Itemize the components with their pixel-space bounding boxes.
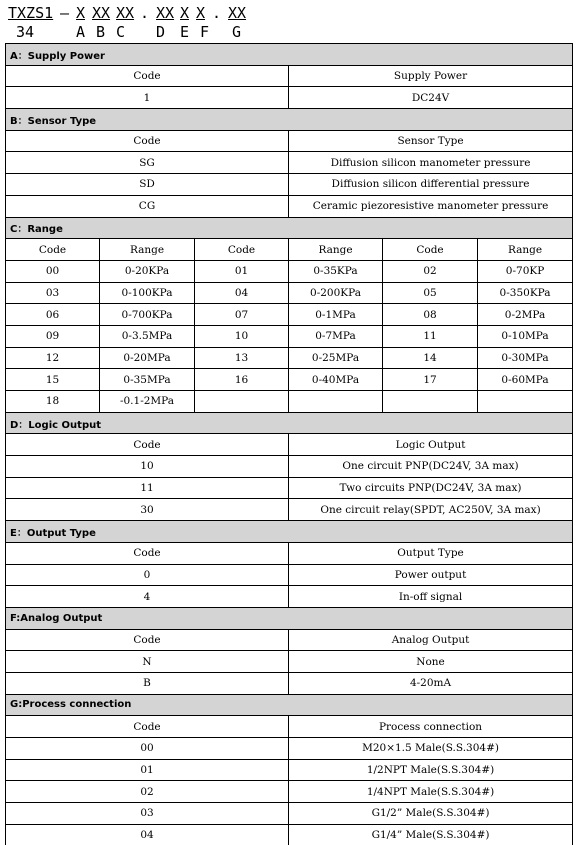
column-header: Code xyxy=(6,716,289,738)
range-cell: 0-3.5MPa xyxy=(100,325,195,347)
code-cell: 03 xyxy=(6,803,289,825)
table-row xyxy=(6,651,573,673)
table-row xyxy=(6,260,573,282)
section-b-column-headers xyxy=(6,130,573,152)
position-f: F xyxy=(200,23,210,41)
code-cell xyxy=(383,391,478,413)
code-cell: 18 xyxy=(6,391,100,413)
code-cell: 4 xyxy=(6,586,289,608)
range-cell: 0-100KPa xyxy=(100,282,195,304)
table-row xyxy=(6,586,573,608)
model-dot-1: . xyxy=(140,4,150,22)
column-header: Analog Output xyxy=(289,629,573,651)
value-cell: One circuit PNP(DC24V, 3A max) xyxy=(289,456,573,478)
table-row xyxy=(6,152,573,174)
position-d: D xyxy=(156,23,166,41)
column-header: Code xyxy=(6,65,289,87)
code-cell: 16 xyxy=(195,369,289,391)
section-b-title: B：Sensor Type xyxy=(6,109,573,131)
table-row xyxy=(6,391,573,413)
model-part-d: XX xyxy=(156,4,175,22)
code-cell: 1 xyxy=(6,87,289,109)
table-row xyxy=(6,672,573,694)
table-row xyxy=(6,824,573,845)
range-cell: 0-10MPa xyxy=(478,325,573,347)
code-cell: 05 xyxy=(383,282,478,304)
column-header: Code xyxy=(6,434,289,456)
model-part-g: XX xyxy=(228,4,247,22)
model-part-f: X xyxy=(196,4,206,22)
range-cell: 0-60MPa xyxy=(478,369,573,391)
range-cell: 0-35MPa xyxy=(100,369,195,391)
table-row xyxy=(6,174,573,196)
code-cell: 01 xyxy=(195,260,289,282)
section-c-header xyxy=(6,217,573,239)
value-cell: M20×1.5 Male(S.S.304#) xyxy=(289,738,573,760)
code-cell xyxy=(195,391,289,413)
range-cell: 0-350KPa xyxy=(478,282,573,304)
code-cell: 03 xyxy=(6,282,100,304)
column-header: Logic Output xyxy=(289,434,573,456)
column-header: Output Type xyxy=(289,542,573,564)
column-header: Range xyxy=(100,239,195,261)
code-cell: 01 xyxy=(6,759,289,781)
value-cell: 1/4NPT Male(S.S.304#) xyxy=(289,781,573,803)
section-g-header xyxy=(6,694,573,716)
table-row xyxy=(6,759,573,781)
section-f-header xyxy=(6,607,573,629)
position-34: 34 xyxy=(16,23,35,41)
column-header: Code xyxy=(6,130,289,152)
section-f-column-headers xyxy=(6,629,573,651)
code-cell: 00 xyxy=(6,260,100,282)
range-cell: 0-40MPa xyxy=(289,369,383,391)
range-cell: 0-700KPa xyxy=(100,304,195,326)
code-cell: 11 xyxy=(383,325,478,347)
code-cell: 00 xyxy=(6,738,289,760)
model-part-b: XX xyxy=(92,4,111,22)
section-d-header xyxy=(6,412,573,434)
table-row xyxy=(6,347,573,369)
position-e: E xyxy=(180,23,190,41)
code-cell: 04 xyxy=(6,824,289,845)
section-a-column-headers xyxy=(6,65,573,87)
table-row xyxy=(6,803,573,825)
code-cell: 07 xyxy=(195,304,289,326)
code-cell: 06 xyxy=(6,304,100,326)
code-cell: SG xyxy=(6,152,289,174)
value-cell: Diffusion silicon differential pressure xyxy=(289,174,573,196)
column-header: Code xyxy=(6,239,100,261)
code-cell: 13 xyxy=(195,347,289,369)
table-row xyxy=(6,304,573,326)
model-code-header xyxy=(8,4,573,42)
model-part-e: X xyxy=(180,4,190,22)
code-cell: 12 xyxy=(6,347,100,369)
range-cell: 0-1MPa xyxy=(289,304,383,326)
column-header: Code xyxy=(195,239,289,261)
range-cell: 0-35KPa xyxy=(289,260,383,282)
value-cell: G1/4” Male(S.S.304#) xyxy=(289,824,573,845)
range-cell: -0.1-2MPa xyxy=(100,391,195,413)
position-c: C xyxy=(116,23,126,41)
value-cell: In-off signal xyxy=(289,586,573,608)
column-header: Supply Power xyxy=(289,65,573,87)
range-cell: 0-25MPa xyxy=(289,347,383,369)
model-code-line xyxy=(8,4,247,22)
code-cell: 11 xyxy=(6,477,289,499)
position-b: B xyxy=(96,23,106,41)
section-c-column-headers xyxy=(6,239,573,261)
table-row xyxy=(6,477,573,499)
value-cell: One circuit relay(SPDT, AC250V, 3A max) xyxy=(289,499,573,521)
section-c-title: C：Range xyxy=(6,217,573,239)
range-cell: 0-20KPa xyxy=(100,260,195,282)
code-cell: 0 xyxy=(6,564,289,586)
table-row xyxy=(6,456,573,478)
model-position-line xyxy=(8,23,242,41)
range-cell: 0-70KP xyxy=(478,260,573,282)
table-row xyxy=(6,195,573,217)
model-part-a: X xyxy=(76,4,86,22)
section-g-column-headers xyxy=(6,716,573,738)
code-cell: N xyxy=(6,651,289,673)
code-cell: 09 xyxy=(6,325,100,347)
code-cell: 10 xyxy=(6,456,289,478)
position-a: A xyxy=(76,23,86,41)
range-cell xyxy=(289,391,383,413)
table-row xyxy=(6,282,573,304)
column-header: Code xyxy=(6,629,289,651)
section-e-title: E：Output Type xyxy=(6,521,573,543)
value-cell: Diffusion silicon manometer pressure xyxy=(289,152,573,174)
code-cell: SD xyxy=(6,174,289,196)
code-cell: 30 xyxy=(6,499,289,521)
column-header: Range xyxy=(478,239,573,261)
code-cell: 15 xyxy=(6,369,100,391)
code-cell: B xyxy=(6,672,289,694)
table-row xyxy=(6,87,573,109)
value-cell: DC24V xyxy=(289,87,573,109)
section-e-column-headers xyxy=(6,542,573,564)
value-cell: Ceramic piezoresistive manometer pressure xyxy=(289,195,573,217)
range-cell: 0-200KPa xyxy=(289,282,383,304)
column-header: Range xyxy=(289,239,383,261)
range-cell xyxy=(478,391,573,413)
code-cell: CG xyxy=(6,195,289,217)
code-cell: 17 xyxy=(383,369,478,391)
table-row xyxy=(6,738,573,760)
model-dot-2: . xyxy=(212,4,222,22)
section-a-header xyxy=(6,44,573,66)
column-header: Sensor Type xyxy=(289,130,573,152)
table-row xyxy=(6,564,573,586)
section-b-header xyxy=(6,109,573,131)
value-cell: None xyxy=(289,651,573,673)
model-part-c: XX xyxy=(116,4,135,22)
table-row xyxy=(6,499,573,521)
code-cell: 14 xyxy=(383,347,478,369)
section-f-title: F:Analog Output xyxy=(6,607,573,629)
range-cell: 0-7MPa xyxy=(289,325,383,347)
section-d-column-headers xyxy=(6,434,573,456)
section-d-title: D：Logic Output xyxy=(6,412,573,434)
code-cell: 10 xyxy=(195,325,289,347)
range-cell: 0-2MPa xyxy=(478,304,573,326)
model-name: TXZS1 xyxy=(8,4,54,22)
column-header: Process connection xyxy=(289,716,573,738)
value-cell: 4-20mA xyxy=(289,672,573,694)
column-header: Code xyxy=(383,239,478,261)
code-cell: 02 xyxy=(6,781,289,803)
value-cell: 1/2NPT Male(S.S.304#) xyxy=(289,759,573,781)
value-cell: Two circuits PNP(DC24V, 3A max) xyxy=(289,477,573,499)
model-dash: – xyxy=(60,4,70,22)
value-cell: Power output xyxy=(289,564,573,586)
section-g-title: G:Process connection xyxy=(6,694,573,716)
column-header: Code xyxy=(6,542,289,564)
table-row xyxy=(6,369,573,391)
range-cell: 0-30MPa xyxy=(478,347,573,369)
code-cell: 08 xyxy=(383,304,478,326)
code-cell: 04 xyxy=(195,282,289,304)
spec-table xyxy=(5,43,573,845)
range-cell: 0-20MPa xyxy=(100,347,195,369)
section-a-title: A：Supply Power xyxy=(6,44,573,66)
value-cell: G1/2” Male(S.S.304#) xyxy=(289,803,573,825)
table-row xyxy=(6,325,573,347)
table-row xyxy=(6,781,573,803)
position-g: G xyxy=(232,23,242,41)
section-e-header xyxy=(6,521,573,543)
code-cell: 02 xyxy=(383,260,478,282)
